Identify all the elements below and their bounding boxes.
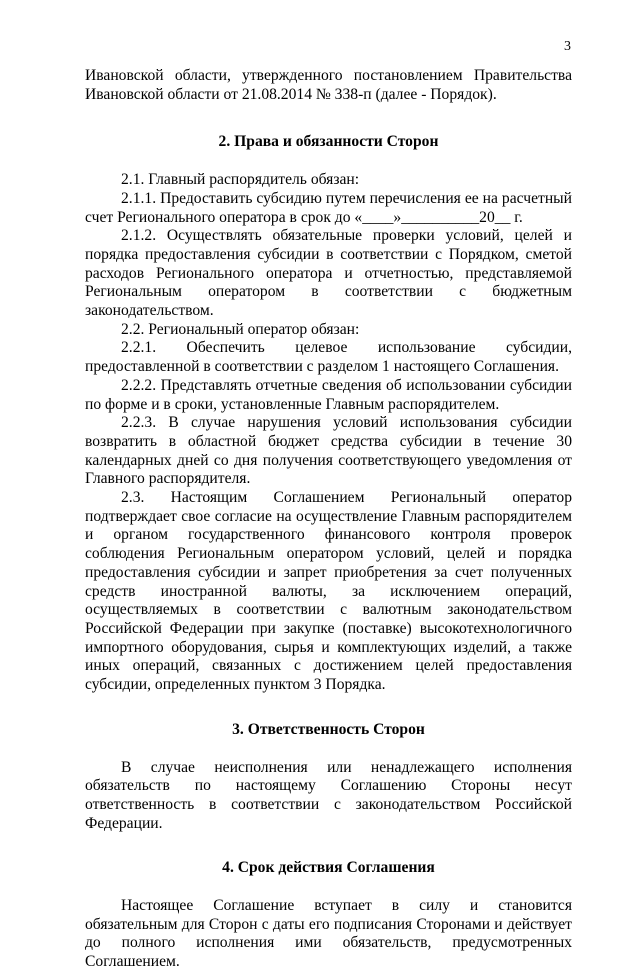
section-3-text: В случае неисполнения или ненадлежащего исполнения обязательств по настоящему Соглашению Стороны несут ответственность в соответствии с законодательством Российской Федерации. (85, 758, 572, 832)
page-number: 3 (564, 39, 571, 54)
clause-2-3: 2.3. Настоящим Соглашением Региональный оператор подтверждает свое согласие на осуществление Главным распорядителем и органом государственного финансового контроля проверок соблюдения Региональным оператором условий, целей и порядка предоставления субсидии и запрет приобретения за счет полученных средств иностранной валюты, за исключением операций, осуществляемых в соответствии с валютным законодательством Российской Федерации при закупке (поставке) высокотехнологичного импортного оборудования, сырья и комплектующих изделий, а также иных операций, связанных с достижением целей предоставления субсидии, определенных пунктом 3 Порядка. (85, 489, 572, 694)
clause-2-1-2: 2.1.2. Осуществлять обязательные проверки условий, целей и порядка предоставления субсидии в соответствии с Порядком, сметой расходов Регионального оператора и отчетностью, представляемой Региональным оператором в соответствии с бюджетным законодательством. (85, 227, 572, 320)
section-2-title: 2. Права и обязанности Сторон (218, 133, 439, 151)
section-3-title: 3. Ответственность Сторон (232, 720, 425, 738)
clause-2-1: 2.1. Главный распорядитель обязан: (121, 171, 360, 189)
document-body (85, 67, 572, 972)
section-4-text: Настоящее Соглашение вступает в силу и становится обязательным для Сторон с даты его подписания Сторонами и действует до полного исполнения ими обязательств, предусмотренных Соглашением. (85, 897, 572, 971)
intro-paragraph: Ивановской области, утвержденного постановлением Правительства Ивановской области от 21.08.2014 № 338-п (далее - Порядок). (85, 67, 572, 103)
clause-2-2-3: 2.2.3. В случае нарушения условий использования субсидии возвратить в областной бюджет средства субсидии в течение 30 календарных дней со дня получения соответствующего уведомления от Главного распорядителя. (85, 414, 572, 488)
clause-2-2: 2.2. Региональный оператор обязан: (121, 320, 360, 338)
clause-2-2-1: 2.2.1. Обеспечить целевое использование субсидии, предоставленной в соответствии с разделом 1 настоящего Соглашения. (85, 339, 572, 376)
section-4-title: 4. Срок действия Соглашения (222, 859, 435, 877)
clause-2-1-1: 2.1.1. Предоставить субсидию путем перечисления ее на расчетный счет Регионального оператора в срок до «____»__________20__ г. (85, 189, 572, 226)
clause-2-2-2: 2.2.2. Представлять отчетные сведения об использовании субсидии по форме и в сроки, установленные Главным распорядителем. (85, 376, 572, 413)
